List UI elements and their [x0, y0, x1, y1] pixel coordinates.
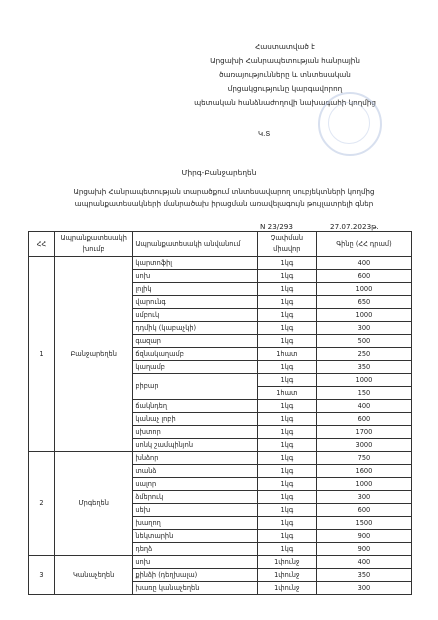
item-price: 400: [316, 257, 411, 270]
group-number: 3: [29, 556, 55, 595]
item-price: 600: [316, 270, 411, 283]
item-unit: 1կգ: [257, 400, 316, 413]
group-name: Կանաչեղեն: [54, 556, 132, 595]
group-number: 1: [29, 257, 55, 452]
item-unit: 1կգ: [257, 465, 316, 478]
item-unit: 1կգ: [257, 374, 316, 387]
item-name: դեղձ: [133, 543, 257, 556]
item-unit: 1կգ: [257, 543, 316, 556]
item-price: 250: [316, 348, 411, 361]
item-name: քինձի (դեղխալա): [133, 569, 257, 582]
item-unit: 1կգ: [257, 296, 316, 309]
item-name: բիբար: [133, 374, 257, 400]
item-price: 600: [316, 504, 411, 517]
item-name: դդմիկ (կաբաչկի): [133, 322, 257, 335]
item-unit: 1կգ: [257, 361, 316, 374]
item-unit: 1կգ: [257, 478, 316, 491]
official-stamp: [318, 92, 382, 156]
item-name: խառը կանաչեղեն: [133, 582, 257, 595]
item-unit: 1կգ: [257, 257, 316, 270]
item-unit: 1կգ: [257, 517, 316, 530]
item-price: 750: [316, 452, 411, 465]
header-number: ՀՀ: [29, 232, 55, 257]
group-name: Բանջարեղեն: [54, 257, 132, 452]
item-price: 350: [316, 569, 411, 582]
header-group: Ապրանքատեսակի խումբ: [54, 232, 132, 257]
item-unit: 1կգ: [257, 439, 316, 452]
item-price: 300: [316, 582, 411, 595]
approval-line-1: Արցախի Հանրապետության հանրային: [210, 56, 360, 65]
item-unit: 1կգ: [257, 491, 316, 504]
header-price: Գինը (ՀՀ դրամ): [316, 232, 411, 257]
document-date: 27.07.2023թ.: [330, 222, 379, 231]
item-price: 1000: [316, 309, 411, 322]
approval-line-4: պետական հանձնաժողովի նախագահի կողմից: [194, 98, 376, 107]
table-header-row: [29, 232, 412, 257]
item-name: գազար: [133, 335, 257, 348]
item-unit: 1հատ: [257, 348, 316, 361]
table-row: [29, 257, 412, 270]
item-unit: 1փունջ: [257, 569, 316, 582]
item-price: 600: [316, 413, 411, 426]
item-name: խաղող: [133, 517, 257, 530]
document-number: N 23/293: [260, 222, 293, 231]
item-name: նեկտարին: [133, 530, 257, 543]
price-table: [28, 231, 412, 595]
approval-line-3: մրցակցությունը կարգավորող: [227, 84, 343, 93]
item-price: 150: [316, 387, 411, 400]
item-name: ճակնդեղ: [133, 400, 257, 413]
item-unit: 1կգ: [257, 452, 316, 465]
item-unit: 1հատ: [257, 387, 316, 400]
item-unit: 1կգ: [257, 270, 316, 283]
item-name: սոխ: [133, 270, 257, 283]
item-price: 400: [316, 556, 411, 569]
group-number: 2: [29, 452, 55, 556]
item-price: 300: [316, 491, 411, 504]
document-title: Միրգ-Բանջարեղեն: [181, 168, 257, 177]
item-price: 900: [316, 543, 411, 556]
item-unit: 1կգ: [257, 283, 316, 296]
item-unit: 1կգ: [257, 335, 316, 348]
item-price: 400: [316, 400, 411, 413]
table-row: [29, 452, 412, 465]
item-name: տանձ: [133, 465, 257, 478]
header-unit: Չափման միավոր: [257, 232, 316, 257]
item-name: կարտոֆիլ: [133, 257, 257, 270]
item-name: սխտոր: [133, 426, 257, 439]
item-price: 1000: [316, 283, 411, 296]
item-name: կանաչ լոբի: [133, 413, 257, 426]
item-name: սոնկ շամպինյոն: [133, 439, 257, 452]
item-price: 1000: [316, 478, 411, 491]
item-price: 1600: [316, 465, 411, 478]
item-name: ձմերուկ: [133, 491, 257, 504]
group-name: Մրգեղեն: [54, 452, 132, 556]
item-price: 1000: [316, 374, 411, 387]
item-name: կաղամբ: [133, 361, 257, 374]
item-name: լոլիկ: [133, 283, 257, 296]
item-unit: 1կգ: [257, 530, 316, 543]
approval-line-2: ծառայությունները և տնտեսական: [219, 70, 351, 79]
item-name: վարունգ: [133, 296, 257, 309]
item-unit: 1կգ: [257, 322, 316, 335]
item-unit: 1կգ: [257, 504, 316, 517]
table-row: [29, 556, 412, 569]
header-name: Ապրանքատեսակի անվանում: [133, 232, 257, 257]
item-unit: 1կգ: [257, 426, 316, 439]
approval-label: Հաստատված է: [255, 42, 315, 51]
item-unit: 1կգ: [257, 413, 316, 426]
item-price: 500: [316, 335, 411, 348]
item-price: 900: [316, 530, 411, 543]
item-name: խնձոր: [133, 452, 257, 465]
item-unit: 1փունջ: [257, 556, 316, 569]
table-body: [29, 257, 412, 595]
item-price: 1700: [316, 426, 411, 439]
item-price: 300: [316, 322, 411, 335]
item-price: 1500: [316, 517, 411, 530]
item-name: ճզնակաղամբ: [133, 348, 257, 361]
item-unit: 1կգ: [257, 309, 316, 322]
item-unit: 1փունջ: [257, 582, 316, 595]
item-name: սեխ: [133, 504, 257, 517]
document-subtitle: Արցախի Հանրապետության տարածքում տնտեսավարող սուբյեկտների կողմից ապրանքատեսակների մանրածախ իրացման առավելագույն թույլատրելի գներ: [73, 187, 375, 208]
item-price: 350: [316, 361, 411, 374]
item-name: սալոր: [133, 478, 257, 491]
stamp-place-label: Կ.Տ: [258, 130, 271, 138]
item-name: սմբուկ: [133, 309, 257, 322]
item-price: 650: [316, 296, 411, 309]
item-price: 3000: [316, 439, 411, 452]
item-name: սոխ: [133, 556, 257, 569]
